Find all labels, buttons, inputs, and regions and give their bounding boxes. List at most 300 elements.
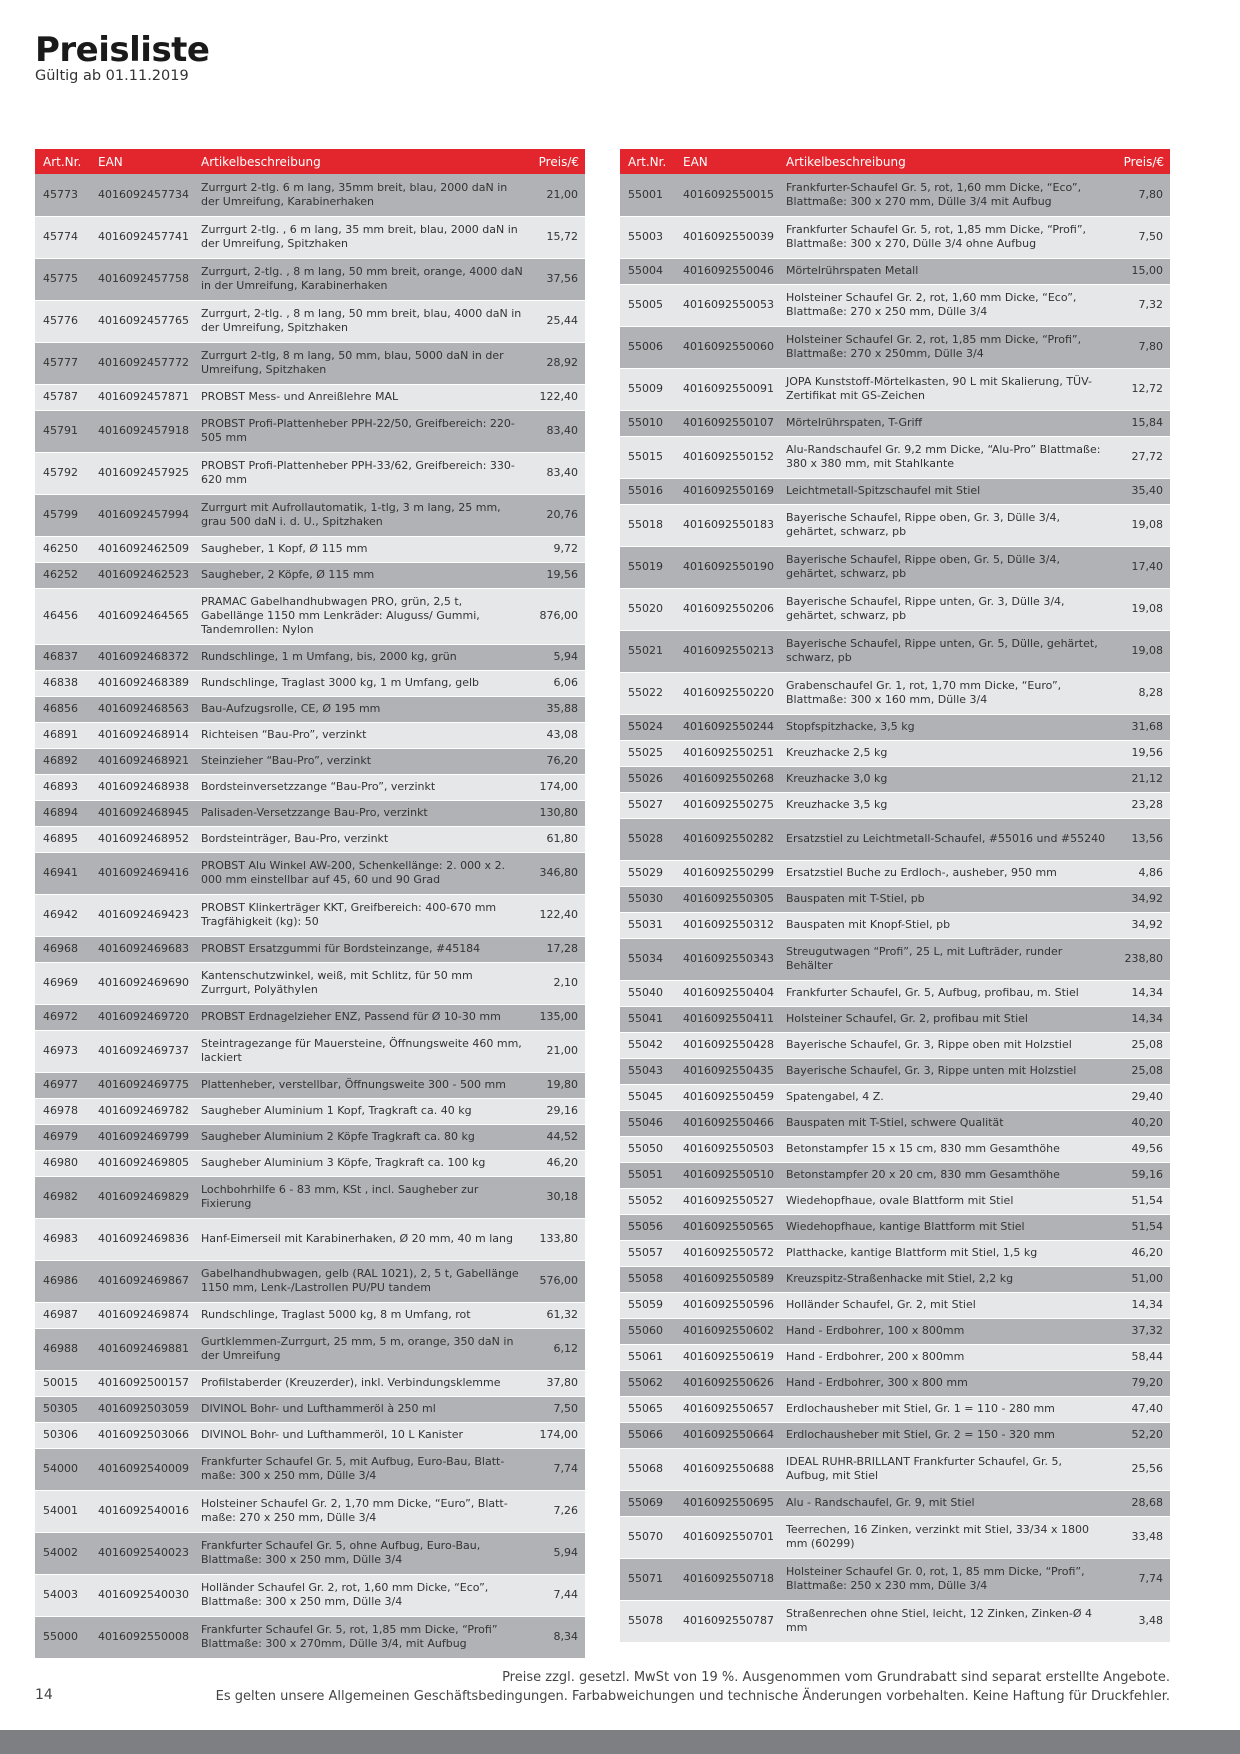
cell-ean: 4016092550312 bbox=[675, 912, 778, 938]
footer-vat-note: Preise zzgl. gesetzl. MwSt von 19 %. Ausgenommen vom Grundrabatt sind separat erstellte Angebote. bbox=[502, 1670, 1170, 1685]
table-row bbox=[620, 1490, 1170, 1516]
cell-description: Zurrgurt, 2-tlg. , 8 m lang, 50 mm breit, orange, 4000 daN in der Umreifung, Karabinerhaken bbox=[193, 258, 523, 300]
cell-art-nr: 46986 bbox=[35, 1260, 90, 1302]
cell-price: 25,08 bbox=[1108, 1032, 1170, 1058]
cell-ean: 4016092457758 bbox=[90, 258, 193, 300]
cell-description: Frankfurter Schaufel Gr. 5, rot, 1,85 mm Dicke, “Profi” Blattmaße: 300 x 270mm, Dülle 3/4, mit Aufbug bbox=[193, 1616, 523, 1658]
cell-description: Hand - Erdbohrer, 200 x 800mm bbox=[778, 1344, 1108, 1370]
table-row bbox=[620, 630, 1170, 672]
cell-price: 47,40 bbox=[1108, 1396, 1170, 1422]
cell-description: Streugutwagen “Profi”, 25 L, mit Lufträder, runder Behälter bbox=[778, 938, 1108, 980]
cell-description: Ersatzstiel zu Leichtmetall-Schaufel, #55016 und #55240 bbox=[778, 818, 1108, 860]
table-row bbox=[35, 216, 585, 258]
cell-description: Bayerische Schaufel, Rippe oben, Gr. 3, Dülle 3/4, gehärtet, schwarz, pb bbox=[778, 504, 1108, 546]
cell-ean: 4016092550527 bbox=[675, 1188, 778, 1214]
table-row bbox=[620, 284, 1170, 326]
cell-description: Bauspaten mit T-Stiel, schwere Qualität bbox=[778, 1110, 1108, 1136]
cell-ean: 4016092550299 bbox=[675, 860, 778, 886]
table-row bbox=[35, 384, 585, 410]
cell-description: Holsteiner Schaufel Gr. 2, rot, 1,60 mm Dicke, “Eco”, Blattmaße: 270 x 250 mm, Dülle 3/4 bbox=[778, 284, 1108, 326]
cell-ean: 4016092550015 bbox=[675, 174, 778, 216]
cell-description: Erdlochausheber mit Stiel, Gr. 2 = 150 - 320 mm bbox=[778, 1422, 1108, 1448]
cell-price: 122,40 bbox=[523, 384, 585, 410]
cell-art-nr: 55004 bbox=[620, 258, 675, 284]
cell-ean: 4016092550503 bbox=[675, 1136, 778, 1162]
cell-price: 174,00 bbox=[523, 774, 585, 800]
cell-ean: 4016092469690 bbox=[90, 962, 193, 1004]
cell-art-nr: 55057 bbox=[620, 1240, 675, 1266]
cell-description: Grabenschaufel Gr. 1, rot, 1,70 mm Dicke, “Euro”, Blattmaße: 300 x 160 mm, Dülle 3/4 bbox=[778, 672, 1108, 714]
cell-price: 46,20 bbox=[1108, 1240, 1170, 1266]
cell-description: Stopfspitzhacke, 3,5 kg bbox=[778, 714, 1108, 740]
cell-price: 7,80 bbox=[1108, 174, 1170, 216]
cell-ean: 4016092550565 bbox=[675, 1214, 778, 1240]
cell-ean: 4016092457994 bbox=[90, 494, 193, 536]
table-row bbox=[35, 300, 585, 342]
table-row bbox=[35, 936, 585, 962]
cell-price: 83,40 bbox=[523, 452, 585, 494]
table-row bbox=[620, 1318, 1170, 1344]
cell-ean: 4016092550183 bbox=[675, 504, 778, 546]
cell-description: Bayerische Schaufel, Rippe unten, Gr. 5, Dülle, gehärtet, schwarz, pb bbox=[778, 630, 1108, 672]
cell-art-nr: 46942 bbox=[35, 894, 90, 936]
cell-price: 13,56 bbox=[1108, 818, 1170, 860]
cell-description: Plattenheber, verstellbar, Öffnungsweite 300 - 500 mm bbox=[193, 1072, 523, 1098]
cell-price: 51,00 bbox=[1108, 1266, 1170, 1292]
table-row bbox=[35, 342, 585, 384]
table-row bbox=[620, 766, 1170, 792]
table-row bbox=[35, 1422, 585, 1448]
cell-art-nr: 46894 bbox=[35, 800, 90, 826]
table-row bbox=[620, 504, 1170, 546]
cell-price: 37,80 bbox=[523, 1370, 585, 1396]
cell-price: 34,92 bbox=[1108, 886, 1170, 912]
page-title: Preisliste bbox=[35, 30, 210, 70]
cell-ean: 4016092469720 bbox=[90, 1004, 193, 1030]
cell-price: 21,00 bbox=[523, 174, 585, 216]
cell-ean: 4016092550190 bbox=[675, 546, 778, 588]
cell-art-nr: 45774 bbox=[35, 216, 90, 258]
table-row bbox=[35, 1396, 585, 1422]
cell-price: 46,20 bbox=[523, 1150, 585, 1176]
cell-ean: 4016092550008 bbox=[90, 1616, 193, 1658]
table-row bbox=[620, 1110, 1170, 1136]
cell-description: Frankfurter Schaufel Gr. 5, ohne Aufbug, Euro-Bau, Blattmaße: 300 x 250 mm, Dülle 3/4 bbox=[193, 1532, 523, 1574]
cell-ean: 4016092550688 bbox=[675, 1448, 778, 1490]
cell-price: 19,56 bbox=[523, 562, 585, 588]
cell-art-nr: 55003 bbox=[620, 216, 675, 258]
cell-description: DIVINOL Bohr- und Lufthammeröl, 10 L Kanister bbox=[193, 1422, 523, 1448]
cell-ean: 4016092550305 bbox=[675, 886, 778, 912]
cell-price: 35,88 bbox=[523, 696, 585, 722]
cell-price: 76,20 bbox=[523, 748, 585, 774]
table-row bbox=[620, 938, 1170, 980]
cell-art-nr: 46972 bbox=[35, 1004, 90, 1030]
cell-price: 17,40 bbox=[1108, 546, 1170, 588]
table-row bbox=[620, 1516, 1170, 1558]
cell-description: Bordsteinversetzzange “Bau-Pro”, verzinkt bbox=[193, 774, 523, 800]
cell-description: Rundschlinge, Traglast 3000 kg, 1 m Umfang, gelb bbox=[193, 670, 523, 696]
cell-ean: 4016092540030 bbox=[90, 1574, 193, 1616]
price-table-left bbox=[35, 149, 585, 1659]
cell-description: Zurrgurt 2-tlg. , 6 m lang, 35 mm breit, blau, 2000 daN in der Umreifung, Spitzhaken bbox=[193, 216, 523, 258]
table-row bbox=[35, 1150, 585, 1176]
cell-art-nr: 46987 bbox=[35, 1302, 90, 1328]
table-row bbox=[35, 410, 585, 452]
cell-price: 19,08 bbox=[1108, 630, 1170, 672]
cell-ean: 4016092550626 bbox=[675, 1370, 778, 1396]
cell-ean: 4016092468914 bbox=[90, 722, 193, 748]
cell-ean: 4016092550169 bbox=[675, 478, 778, 504]
cell-art-nr: 55066 bbox=[620, 1422, 675, 1448]
cell-art-nr: 46968 bbox=[35, 936, 90, 962]
cell-description: PROBST Klinkerträger KKT, Greifbereich: 400-670 mm Tragfähigkeit (kg): 50 bbox=[193, 894, 523, 936]
cell-description: JOPA Kunststoff-Mörtelkasten, 90 L mit Skalierung, TÜV-Zertifikat mit GS-Zeichen bbox=[778, 368, 1108, 410]
cell-price: 79,20 bbox=[1108, 1370, 1170, 1396]
footer-terms-note: Es gelten unsere Allgemeinen Geschäftsbedingungen. Farbabweichungen und technische Änderungen vorbehalten. Keine Haftung für Druckfehler. bbox=[215, 1689, 1170, 1704]
cell-description: Steinzieher “Bau-Pro”, verzinkt bbox=[193, 748, 523, 774]
table-body bbox=[35, 174, 585, 1658]
cell-description: Bayerische Schaufel, Rippe oben, Gr. 5, Dülle 3/4, gehärtet, schwarz, pb bbox=[778, 546, 1108, 588]
cell-price: 238,80 bbox=[1108, 938, 1170, 980]
column-header-description: Artikelbeschreibung bbox=[193, 149, 523, 174]
cell-ean: 4016092550664 bbox=[675, 1422, 778, 1448]
cell-art-nr: 50015 bbox=[35, 1370, 90, 1396]
table-row bbox=[35, 452, 585, 494]
cell-price: 17,28 bbox=[523, 936, 585, 962]
cell-ean: 4016092457772 bbox=[90, 342, 193, 384]
cell-price: 7,32 bbox=[1108, 284, 1170, 326]
cell-description: PRAMAC Gabelhandhubwagen PRO, grün, 2,5 t, Gabellänge 1150 mm Lenkräder: Aluguss/ Gummi, Tandemrollen: Nylon bbox=[193, 588, 523, 644]
cell-description: Gurtklemmen-Zurrgurt, 25 mm, 5 m, orange, 350 daN in der Umreifung bbox=[193, 1328, 523, 1370]
cell-art-nr: 46977 bbox=[35, 1072, 90, 1098]
table-row bbox=[620, 1136, 1170, 1162]
cell-art-nr: 46982 bbox=[35, 1176, 90, 1218]
cell-art-nr: 55016 bbox=[620, 478, 675, 504]
table-row bbox=[35, 894, 585, 936]
table-row bbox=[35, 1328, 585, 1370]
cell-price: 49,56 bbox=[1108, 1136, 1170, 1162]
table-row bbox=[35, 1004, 585, 1030]
cell-description: Wiedehopfhaue, kantige Blattform mit Stiel bbox=[778, 1214, 1108, 1240]
cell-price: 6,12 bbox=[523, 1328, 585, 1370]
cell-art-nr: 55015 bbox=[620, 436, 675, 478]
page-number: 14 bbox=[35, 1687, 53, 1703]
cell-price: 61,80 bbox=[523, 826, 585, 852]
cell-description: Kantenschutzwinkel, weiß, mit Schlitz, für 50 mm Zurrgurt, Polyäthylen bbox=[193, 962, 523, 1004]
cell-price: 29,40 bbox=[1108, 1084, 1170, 1110]
column-header-ean: EAN bbox=[90, 149, 193, 174]
table-row bbox=[35, 1370, 585, 1396]
cell-ean: 4016092468952 bbox=[90, 826, 193, 852]
cell-description: Saugheber Aluminium 3 Köpfe, Tragkraft ca. 100 kg bbox=[193, 1150, 523, 1176]
cell-art-nr: 46837 bbox=[35, 644, 90, 670]
table-row bbox=[35, 494, 585, 536]
cell-price: 8,28 bbox=[1108, 672, 1170, 714]
cell-art-nr: 55059 bbox=[620, 1292, 675, 1318]
cell-ean: 4016092540023 bbox=[90, 1532, 193, 1574]
cell-art-nr: 55058 bbox=[620, 1266, 675, 1292]
cell-ean: 4016092550657 bbox=[675, 1396, 778, 1422]
cell-ean: 4016092550060 bbox=[675, 326, 778, 368]
table-row bbox=[620, 1032, 1170, 1058]
cell-ean: 4016092550268 bbox=[675, 766, 778, 792]
cell-ean: 4016092468938 bbox=[90, 774, 193, 800]
cell-description: Holsteiner Schaufel, Gr. 2, profibau mit Stiel bbox=[778, 1006, 1108, 1032]
cell-description: Profilstaberder (Kreuzerder), inkl. Verbindungsklemme bbox=[193, 1370, 523, 1396]
price-table-right bbox=[620, 149, 1170, 1643]
table-row bbox=[620, 740, 1170, 766]
cell-art-nr: 55070 bbox=[620, 1516, 675, 1558]
cell-price: 21,00 bbox=[523, 1030, 585, 1072]
cell-description: Steintragezange für Mauersteine, Öffnungsweite 460 mm, lackiert bbox=[193, 1030, 523, 1072]
cell-ean: 4016092469416 bbox=[90, 852, 193, 894]
column-header-art-nr: Art.Nr. bbox=[35, 149, 90, 174]
cell-art-nr: 55001 bbox=[620, 174, 675, 216]
price-table bbox=[35, 149, 585, 1659]
cell-price: 58,44 bbox=[1108, 1344, 1170, 1370]
cell-description: Palisaden-Versetzzange Bau-Pro, verzinkt bbox=[193, 800, 523, 826]
cell-price: 30,18 bbox=[523, 1176, 585, 1218]
table-row bbox=[35, 536, 585, 562]
cell-description: Frankfurter Schaufel Gr. 5, rot, 1,85 mm Dicke, “Profi”, Blattmaße: 300 x 270, Dülle 3/4 ohne Aufbug bbox=[778, 216, 1108, 258]
cell-art-nr: 55024 bbox=[620, 714, 675, 740]
cell-art-nr: 55069 bbox=[620, 1490, 675, 1516]
cell-ean: 4016092550343 bbox=[675, 938, 778, 980]
cell-description: Leichtmetall-Spitzschaufel mit Stiel bbox=[778, 478, 1108, 504]
table-row bbox=[620, 1396, 1170, 1422]
cell-ean: 4016092550220 bbox=[675, 672, 778, 714]
cell-art-nr: 46893 bbox=[35, 774, 90, 800]
cell-art-nr: 45773 bbox=[35, 174, 90, 216]
cell-price: 3,48 bbox=[1108, 1600, 1170, 1642]
cell-price: 21,12 bbox=[1108, 766, 1170, 792]
cell-price: 19,80 bbox=[523, 1072, 585, 1098]
cell-ean: 4016092462523 bbox=[90, 562, 193, 588]
table-row bbox=[35, 1302, 585, 1328]
cell-art-nr: 46941 bbox=[35, 852, 90, 894]
cell-description: Rundschlinge, Traglast 5000 kg, 8 m Umfang, rot bbox=[193, 1302, 523, 1328]
cell-ean: 4016092550411 bbox=[675, 1006, 778, 1032]
table-row bbox=[35, 1574, 585, 1616]
table-row bbox=[35, 1124, 585, 1150]
cell-description: Richteisen “Bau-Pro”, verzinkt bbox=[193, 722, 523, 748]
table-row bbox=[620, 980, 1170, 1006]
cell-ean: 4016092550466 bbox=[675, 1110, 778, 1136]
table-row bbox=[620, 546, 1170, 588]
cell-art-nr: 45799 bbox=[35, 494, 90, 536]
cell-art-nr: 55061 bbox=[620, 1344, 675, 1370]
cell-price: 576,00 bbox=[523, 1260, 585, 1302]
price-table bbox=[620, 149, 1170, 1643]
cell-price: 40,20 bbox=[1108, 1110, 1170, 1136]
table-row bbox=[620, 1266, 1170, 1292]
table-row bbox=[35, 562, 585, 588]
cell-art-nr: 46969 bbox=[35, 962, 90, 1004]
cell-price: 83,40 bbox=[523, 410, 585, 452]
cell-ean: 4016092469836 bbox=[90, 1218, 193, 1260]
cell-price: 51,54 bbox=[1108, 1214, 1170, 1240]
cell-ean: 4016092550282 bbox=[675, 818, 778, 860]
table-row bbox=[620, 216, 1170, 258]
cell-ean: 4016092469737 bbox=[90, 1030, 193, 1072]
table-row bbox=[620, 912, 1170, 938]
cell-art-nr: 55005 bbox=[620, 284, 675, 326]
cell-ean: 4016092550275 bbox=[675, 792, 778, 818]
table-row bbox=[620, 1422, 1170, 1448]
cell-description: Frankfurter Schaufel Gr. 5, mit Aufbug, Euro-Bau, Blatt-maße: 300 x 250 mm, Dülle 3/4 bbox=[193, 1448, 523, 1490]
table-row bbox=[35, 1448, 585, 1490]
cell-ean: 4016092550510 bbox=[675, 1162, 778, 1188]
cell-description: Alu - Randschaufel, Gr. 9, mit Stiel bbox=[778, 1490, 1108, 1516]
cell-description: Bayerische Schaufel, Rippe unten, Gr. 3, Dülle 3/4, gehärtet, schwarz, pb bbox=[778, 588, 1108, 630]
cell-ean: 4016092468945 bbox=[90, 800, 193, 826]
table-row bbox=[620, 1188, 1170, 1214]
table-row bbox=[620, 174, 1170, 216]
column-header-price: Preis/€ bbox=[1108, 149, 1170, 174]
cell-price: 133,80 bbox=[523, 1218, 585, 1260]
cell-ean: 4016092550435 bbox=[675, 1058, 778, 1084]
table-header-row bbox=[620, 149, 1170, 174]
cell-ean: 4016092550107 bbox=[675, 410, 778, 436]
cell-description: Mörtelrührspaten Metall bbox=[778, 258, 1108, 284]
table-row bbox=[620, 436, 1170, 478]
cell-description: Hand - Erdbohrer, 100 x 800mm bbox=[778, 1318, 1108, 1344]
cell-price: 28,68 bbox=[1108, 1490, 1170, 1516]
cell-price: 14,34 bbox=[1108, 980, 1170, 1006]
cell-art-nr: 45776 bbox=[35, 300, 90, 342]
cell-ean: 4016092469782 bbox=[90, 1098, 193, 1124]
cell-ean: 4016092550244 bbox=[675, 714, 778, 740]
table-row bbox=[35, 1532, 585, 1574]
cell-price: 14,34 bbox=[1108, 1006, 1170, 1032]
cell-description: Gabelhandhubwagen, gelb (RAL 1021), 2, 5 t, Gabellänge 1150 mm, Lenk-/Lastrollen PU/PU tandem bbox=[193, 1260, 523, 1302]
cell-price: 51,54 bbox=[1108, 1188, 1170, 1214]
cell-description: Bau-Aufzugsrolle, CE, Ø 195 mm bbox=[193, 696, 523, 722]
cell-art-nr: 55062 bbox=[620, 1370, 675, 1396]
cell-ean: 4016092503066 bbox=[90, 1422, 193, 1448]
cell-description: Bauspaten mit Knopf-Stiel, pb bbox=[778, 912, 1108, 938]
cell-price: 20,76 bbox=[523, 494, 585, 536]
column-header-price: Preis/€ bbox=[523, 149, 585, 174]
cell-art-nr: 55042 bbox=[620, 1032, 675, 1058]
table-row bbox=[35, 1030, 585, 1072]
cell-art-nr: 46456 bbox=[35, 588, 90, 644]
cell-art-nr: 55045 bbox=[620, 1084, 675, 1110]
table-row bbox=[620, 326, 1170, 368]
table-row bbox=[620, 478, 1170, 504]
cell-description: Saugheber, 1 Kopf, Ø 115 mm bbox=[193, 536, 523, 562]
cell-art-nr: 55041 bbox=[620, 1006, 675, 1032]
table-row bbox=[620, 1162, 1170, 1188]
cell-art-nr: 55025 bbox=[620, 740, 675, 766]
cell-ean: 4016092550091 bbox=[675, 368, 778, 410]
cell-ean: 4016092550428 bbox=[675, 1032, 778, 1058]
table-row bbox=[620, 368, 1170, 410]
cell-price: 4,86 bbox=[1108, 860, 1170, 886]
cell-art-nr: 46973 bbox=[35, 1030, 90, 1072]
cell-art-nr: 55018 bbox=[620, 504, 675, 546]
cell-art-nr: 46988 bbox=[35, 1328, 90, 1370]
cell-description: Ersatzstiel Buche zu Erdloch-, ausheber, 950 mm bbox=[778, 860, 1108, 886]
cell-art-nr: 55010 bbox=[620, 410, 675, 436]
cell-description: Hand - Erdbohrer, 300 x 800 mm bbox=[778, 1370, 1108, 1396]
cell-price: 7,74 bbox=[523, 1448, 585, 1490]
cell-art-nr: 55031 bbox=[620, 912, 675, 938]
cell-art-nr: 54002 bbox=[35, 1532, 90, 1574]
cell-description: Bauspaten mit T-Stiel, pb bbox=[778, 886, 1108, 912]
table-row bbox=[35, 1176, 585, 1218]
cell-description: Bordsteinträger, Bau-Pro, verzinkt bbox=[193, 826, 523, 852]
cell-art-nr: 55027 bbox=[620, 792, 675, 818]
cell-description: Kreuzhacke 2,5 kg bbox=[778, 740, 1108, 766]
cell-price: 43,08 bbox=[523, 722, 585, 748]
cell-ean: 4016092550695 bbox=[675, 1490, 778, 1516]
cell-price: 2,10 bbox=[523, 962, 585, 1004]
cell-ean: 4016092550459 bbox=[675, 1084, 778, 1110]
cell-ean: 4016092464565 bbox=[90, 588, 193, 644]
cell-ean: 4016092503059 bbox=[90, 1396, 193, 1422]
cell-description: Alu-Randschaufel Gr. 9,2 mm Dicke, “Alu-Pro” Blattmaße: 380 x 380 mm, mit Stahlkante bbox=[778, 436, 1108, 478]
cell-ean: 4016092468389 bbox=[90, 670, 193, 696]
cell-art-nr: 45791 bbox=[35, 410, 90, 452]
cell-description: Lochbohrhilfe 6 - 83 mm, KSt , incl. Saugheber zur Fixierung bbox=[193, 1176, 523, 1218]
table-row bbox=[620, 258, 1170, 284]
table-row bbox=[620, 1084, 1170, 1110]
cell-art-nr: 55006 bbox=[620, 326, 675, 368]
cell-art-nr: 45775 bbox=[35, 258, 90, 300]
table-row bbox=[35, 588, 585, 644]
table-row bbox=[35, 748, 585, 774]
cell-ean: 4016092550213 bbox=[675, 630, 778, 672]
cell-art-nr: 46838 bbox=[35, 670, 90, 696]
cell-art-nr: 54000 bbox=[35, 1448, 90, 1490]
cell-art-nr: 46895 bbox=[35, 826, 90, 852]
cell-art-nr: 46978 bbox=[35, 1098, 90, 1124]
cell-description: DIVINOL Bohr- und Lufthammeröl à 250 ml bbox=[193, 1396, 523, 1422]
cell-art-nr: 46983 bbox=[35, 1218, 90, 1260]
cell-ean: 4016092550787 bbox=[675, 1600, 778, 1642]
cell-art-nr: 55022 bbox=[620, 672, 675, 714]
cell-description: Zurrgurt 2-tlg, 8 m lang, 50 mm, blau, 5000 daN in der Umreifung, Spitzhaken bbox=[193, 342, 523, 384]
cell-ean: 4016092550596 bbox=[675, 1292, 778, 1318]
cell-ean: 4016092550589 bbox=[675, 1266, 778, 1292]
cell-art-nr: 55019 bbox=[620, 546, 675, 588]
cell-price: 25,56 bbox=[1108, 1448, 1170, 1490]
table-row bbox=[35, 696, 585, 722]
cell-price: 9,72 bbox=[523, 536, 585, 562]
cell-art-nr: 55051 bbox=[620, 1162, 675, 1188]
cell-art-nr: 46856 bbox=[35, 696, 90, 722]
cell-art-nr: 55034 bbox=[620, 938, 675, 980]
table-row bbox=[35, 852, 585, 894]
cell-description: Zurrgurt mit Aufrollautomatik, 1-tlg, 3 m lang, 25 mm, grau 500 daN i. d. U., Spitzhaken bbox=[193, 494, 523, 536]
cell-art-nr: 55000 bbox=[35, 1616, 90, 1658]
cell-price: 15,84 bbox=[1108, 410, 1170, 436]
table-row bbox=[35, 1260, 585, 1302]
cell-ean: 4016092457741 bbox=[90, 216, 193, 258]
cell-art-nr: 55060 bbox=[620, 1318, 675, 1344]
cell-description: Holländer Schaufel Gr. 2, rot, 1,60 mm Dicke, “Eco”, Blattmaße: 300 x 250 mm, Dülle 3/4 bbox=[193, 1574, 523, 1616]
cell-ean: 4016092550251 bbox=[675, 740, 778, 766]
cell-art-nr: 55068 bbox=[620, 1448, 675, 1490]
cell-art-nr: 55046 bbox=[620, 1110, 675, 1136]
cell-price: 37,56 bbox=[523, 258, 585, 300]
cell-description: Holsteiner Schaufel Gr. 2, rot, 1,85 mm Dicke, “Profi”, Blattmaße: 270 x 250mm, Dülle 3/4 bbox=[778, 326, 1108, 368]
cell-description: PROBST Alu Winkel AW-200, Schenkellänge: 2. 000 x 2. 000 mm einstellbar auf 45, 60 und 90 Grad bbox=[193, 852, 523, 894]
cell-price: 14,34 bbox=[1108, 1292, 1170, 1318]
cell-price: 27,72 bbox=[1108, 436, 1170, 478]
